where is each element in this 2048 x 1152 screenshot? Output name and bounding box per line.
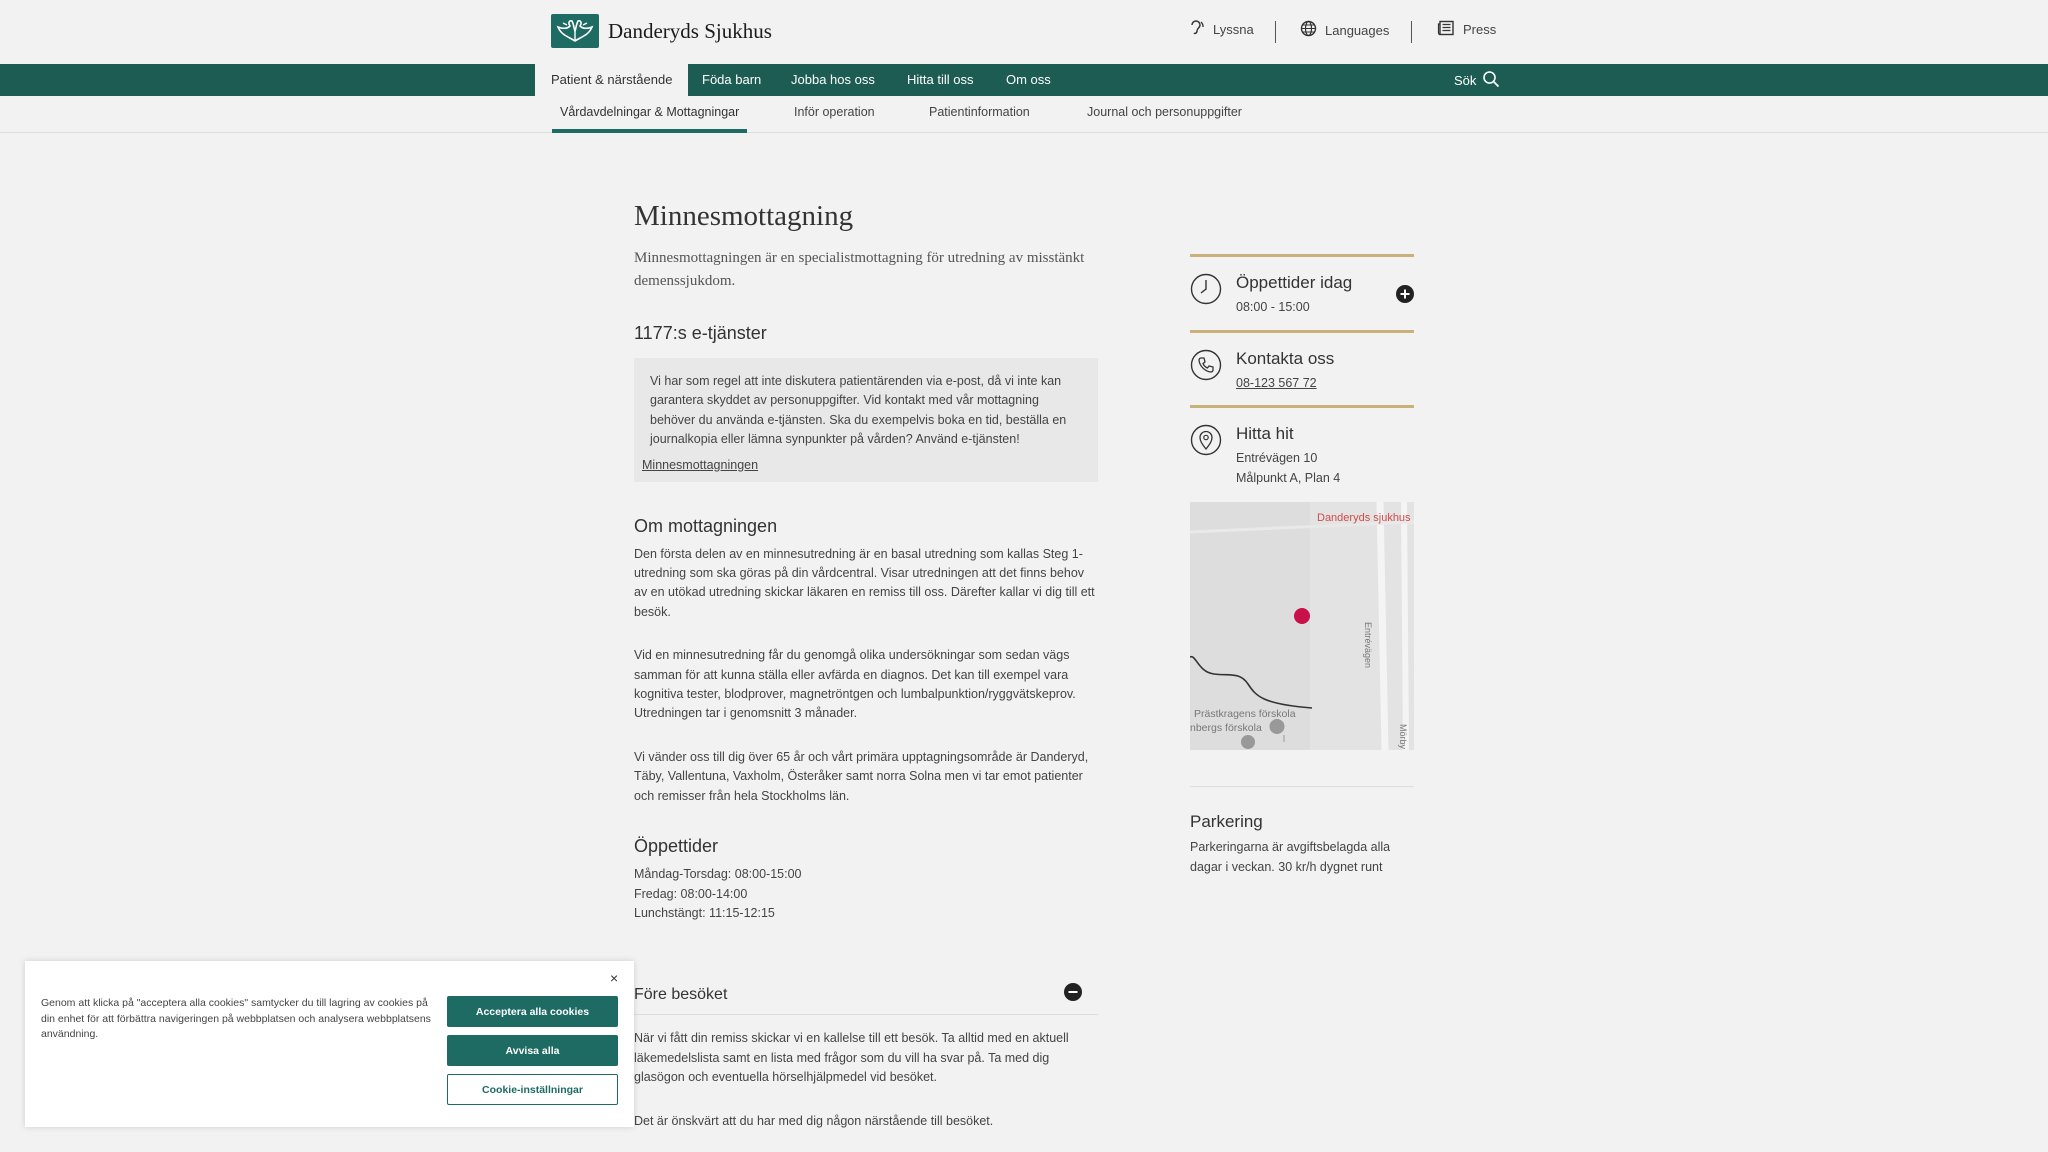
nav-jobba[interactable]: Jobba hos oss bbox=[791, 72, 875, 87]
fore-paragraph-1: När vi fått din remiss skickar vi en kallelse till ett besök. Ta alltid med en aktuell läkemedelslista samt en lista med frågor som du vill ha svar på. Ta med dig glasögon och eventuella hörselhjälpmedel vid besöket. bbox=[634, 1031, 1069, 1085]
phone-link[interactable]: 08-123 567 72 bbox=[1236, 375, 1317, 390]
divider bbox=[1411, 21, 1412, 43]
collapse-minus-icon[interactable] bbox=[1064, 983, 1082, 1006]
map-label-hospital: Danderyds sjukhus bbox=[1317, 512, 1411, 524]
address-line-2: Målpunkt A, Plan 4 bbox=[1236, 470, 1341, 485]
listen-label: Lyssna bbox=[1213, 22, 1254, 37]
listen-link[interactable] bbox=[1189, 20, 1254, 39]
languages-label: Languages bbox=[1325, 22, 1390, 38]
etjanster-heading: 1177:s e-tjänster bbox=[634, 323, 767, 343]
contact-heading: Kontakta oss bbox=[1236, 348, 1335, 368]
map-label-road: Mörby bbox=[1398, 724, 1408, 750]
languages-link[interactable] bbox=[1300, 20, 1389, 40]
accept-cookies-button[interactable]: Acceptera alla cookies bbox=[447, 996, 618, 1027]
map[interactable] bbox=[1190, 502, 1414, 750]
cookie-banner bbox=[25, 961, 634, 1127]
logo-mark-icon bbox=[551, 14, 599, 48]
newspaper-icon bbox=[1437, 20, 1455, 39]
page-title: Minnesmottagning bbox=[634, 200, 854, 232]
hours-card bbox=[1190, 254, 1414, 330]
search-label: Sök bbox=[1454, 73, 1477, 88]
listen-icon bbox=[1189, 20, 1205, 39]
om-paragraph-3: Vi vänder oss till dig över 65 år och vårt primära upptagningsområde är Danderyd, Täby, Vallentuna, Vaxholm, Österåker samt norra Solna men vi tar emot patienter och remisser från hela Stockholms län. bbox=[634, 749, 1089, 803]
page-lead: Minnesmottagningen är en specialistmottagning för utredning av misstänkt demenssjukdom. bbox=[634, 250, 1085, 289]
subnav-infor-operation[interactable]: Inför operation bbox=[794, 105, 875, 119]
sub-navigation bbox=[0, 96, 2048, 133]
oppettider-heading: Öppettider bbox=[634, 836, 719, 857]
oppettider-line: Lunchstängt: 11:15-12:15 bbox=[634, 905, 775, 920]
find-card bbox=[1190, 405, 1414, 500]
fore-besoket-toggle[interactable] bbox=[634, 983, 1098, 1015]
divider bbox=[1190, 786, 1414, 787]
fore-heading: Före besöket bbox=[634, 985, 728, 1003]
om-heading: Om mottagningen bbox=[634, 515, 778, 536]
etjanster-box bbox=[634, 358, 1098, 482]
search-icon bbox=[1482, 70, 1500, 91]
reject-cookies-button[interactable]: Avvisa alla bbox=[447, 1035, 618, 1066]
globe-icon bbox=[1300, 20, 1317, 40]
nav-om-oss[interactable]: Om oss bbox=[1006, 72, 1051, 87]
find-heading: Hitta hit bbox=[1236, 424, 1294, 443]
subnav-journal[interactable]: Journal och personuppgifter bbox=[1087, 105, 1242, 119]
search-button[interactable] bbox=[1454, 70, 1500, 91]
nav-foda-barn[interactable]: Föda barn bbox=[702, 72, 762, 87]
location-pin-icon bbox=[1190, 424, 1222, 456]
clock-icon bbox=[1190, 273, 1222, 305]
logo-text: Danderyds Sjukhus bbox=[608, 18, 772, 43]
cookie-text: Genom att klicka på "acceptera alla cookies" samtycker du till lagring av cookies på din enhet för att förbättra navigeringen på webbplatsen och analysera webbplatsens användning. bbox=[41, 997, 431, 1040]
site-header bbox=[0, 0, 2048, 64]
hours-heading: Öppettider idag bbox=[1236, 273, 1353, 292]
press-label: Press bbox=[1463, 22, 1497, 37]
map-label-school: nbergs förskola bbox=[1190, 722, 1262, 734]
oppettider-line: Måndag-Torsdag: 08:00-15:00 bbox=[634, 867, 802, 882]
divider bbox=[1275, 21, 1276, 43]
subnav-patientinformation[interactable]: Patientinformation bbox=[929, 105, 1030, 119]
fore-paragraph-2: Det är önskvärt att du har med dig någon närstående till besöket. bbox=[634, 1113, 994, 1128]
parking-text: Parkeringarna är avgiftsbelagda alla dagar i veckan. 30 kr/h dygnet runt bbox=[1190, 840, 1391, 874]
etjanster-text: Vi har som regel att inte diskutera patientärenden via e-post, då vi inte kan garantera skyddet av personuppgifter. Vid kontakt med vår mottagning behöver du använda e-tjänsten. Ska du exempelvis boka en tid, beställa en journalkopia eller lämna synpunkter på vården? Använd e-tjänsten! bbox=[650, 374, 1067, 447]
om-paragraph-1: Den första delen av en minnesutredning är en basal utredning som kallas Steg 1-utredning som ska göras på din vårdcentral. Visar utredningen att det finns behov av en utökad utredning skickar läkaren en remiss till oss. Därefter kallar vi dig till ett besök. bbox=[634, 546, 1095, 619]
main-content bbox=[634, 200, 1098, 1131]
close-icon[interactable]: × bbox=[610, 970, 619, 986]
subnav-vardavdelningar[interactable]: Vårdavdelningar & Mottagningar bbox=[552, 96, 747, 133]
nav-hitta[interactable]: Hitta till oss bbox=[907, 72, 974, 87]
etjanster-link[interactable]: Minnesmottagningen bbox=[642, 457, 759, 472]
expand-plus-icon[interactable] bbox=[1396, 285, 1414, 308]
om-paragraph-2: Vid en minnesutredning får du genomgå olika undersökningar som sedan vägs samman för att kunna ställa eller avfärda en diagnos. Det kan till exempel vara kognitiva tester, blodprover, magnetröntgen och lumbalpunktion/ryggvätskeprov. Utredningen tar i genomsnitt 3 månader. bbox=[634, 648, 1076, 721]
hours-value: 08:00 - 15:00 bbox=[1236, 300, 1310, 314]
parking-heading: Parkering bbox=[1190, 812, 1263, 831]
phone-icon bbox=[1190, 349, 1222, 381]
side-panel bbox=[1190, 254, 1414, 877]
address-line-1: Entrévägen 10 bbox=[1236, 451, 1318, 465]
cookie-settings-button[interactable]: Cookie-inställningar bbox=[447, 1074, 618, 1105]
nav-patient[interactable]: Patient & närstående bbox=[535, 64, 688, 96]
oppettider-line: Fredag: 08:00-14:00 bbox=[634, 886, 748, 901]
map-label-road: Entrévägen bbox=[1363, 622, 1373, 669]
parking-section bbox=[1190, 812, 1414, 877]
map-label-school: Prästkragens förskola bbox=[1194, 708, 1296, 720]
main-navigation bbox=[0, 64, 2048, 96]
press-link[interactable] bbox=[1437, 20, 1496, 39]
site-logo[interactable] bbox=[551, 14, 772, 48]
contact-card bbox=[1190, 330, 1414, 406]
